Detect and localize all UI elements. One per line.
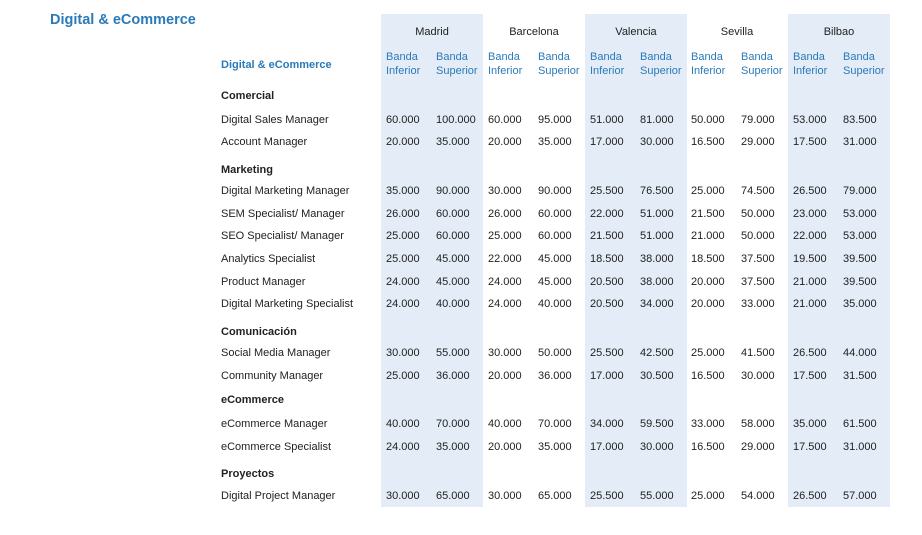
table-cell: 70.000 bbox=[538, 418, 572, 430]
table-cell: 16.500 bbox=[691, 441, 725, 453]
table-cell: 39.500 bbox=[843, 276, 877, 288]
table-cell: 79.000 bbox=[843, 185, 877, 197]
table-cell: 24.000 bbox=[386, 298, 420, 310]
table-cell: 21.500 bbox=[691, 208, 725, 220]
table-cell: 51.000 bbox=[640, 208, 674, 220]
table-cell: 26.500 bbox=[793, 490, 827, 502]
table-cell: 74.500 bbox=[741, 185, 775, 197]
table-cell: 30.000 bbox=[488, 347, 522, 359]
section-heading: Marketing bbox=[221, 164, 273, 176]
table-cell: 60.000 bbox=[386, 114, 420, 126]
table-cell: 17.000 bbox=[590, 370, 624, 382]
row-label: SEO Specialist/ Manager bbox=[221, 230, 344, 242]
table-cell: 53.000 bbox=[843, 208, 877, 220]
table-cell: 24.000 bbox=[488, 298, 522, 310]
table-cell: 17.500 bbox=[793, 136, 827, 148]
row-label: Social Media Manager bbox=[221, 347, 331, 359]
city-header: Bilbao bbox=[823, 26, 855, 38]
table-cell: 50.000 bbox=[741, 208, 775, 220]
section-heading: eCommerce bbox=[221, 394, 284, 406]
table-cell: 20.000 bbox=[488, 441, 522, 453]
table-cell: 22.000 bbox=[488, 253, 522, 265]
table-cell: 60.000 bbox=[538, 208, 572, 220]
table-cell: 53.000 bbox=[843, 230, 877, 242]
row-label: SEM Specialist/ Manager bbox=[221, 208, 345, 220]
table-cell: 30.000 bbox=[386, 347, 420, 359]
table-cell: 20.000 bbox=[488, 136, 522, 148]
table-cell: 50.000 bbox=[741, 230, 775, 242]
table-cell: 24.000 bbox=[488, 276, 522, 288]
table-cell: 25.000 bbox=[691, 185, 725, 197]
row-label: Account Manager bbox=[221, 136, 308, 148]
table-cell: 60.000 bbox=[488, 114, 522, 126]
table-cell: 18.500 bbox=[691, 253, 725, 265]
table-cell: 21.000 bbox=[691, 230, 725, 242]
table-cell: 31.000 bbox=[843, 441, 877, 453]
table-cell: 55.000 bbox=[640, 490, 674, 502]
table-cell: 30.000 bbox=[640, 136, 674, 148]
table-cell: 20.000 bbox=[691, 298, 725, 310]
table-cell: 16.500 bbox=[691, 370, 725, 382]
band-inferior-header: Banda Inferior bbox=[793, 51, 828, 77]
band-superior-header: Banda Superior bbox=[436, 51, 478, 77]
table-cell: 65.000 bbox=[538, 490, 572, 502]
table-cell: 36.000 bbox=[436, 370, 470, 382]
table-cell: 30.000 bbox=[488, 490, 522, 502]
table-cell: 25.000 bbox=[691, 347, 725, 359]
band-superior-header: Banda Superior bbox=[640, 51, 682, 77]
row-label: Product Manager bbox=[221, 276, 306, 288]
table-cell: 45.000 bbox=[436, 253, 470, 265]
table-cell: 34.000 bbox=[640, 298, 674, 310]
table-cell: 35.000 bbox=[538, 441, 572, 453]
city-header: Madrid bbox=[415, 26, 449, 38]
table-cell: 60.000 bbox=[538, 230, 572, 242]
page-title: Digital & eCommerce bbox=[50, 12, 196, 28]
band-inferior-header: Banda Inferior bbox=[386, 51, 421, 77]
table-cell: 42.500 bbox=[640, 347, 674, 359]
table-cell: 35.000 bbox=[436, 441, 470, 453]
table-cell: 26.000 bbox=[488, 208, 522, 220]
table-cell: 35.000 bbox=[538, 136, 572, 148]
table-cell: 25.500 bbox=[590, 490, 624, 502]
table-cell: 51.000 bbox=[590, 114, 624, 126]
table-cell: 35.000 bbox=[386, 185, 420, 197]
table-cell: 51.000 bbox=[640, 230, 674, 242]
table-cell: 25.000 bbox=[386, 370, 420, 382]
table-cell: 35.000 bbox=[436, 136, 470, 148]
row-label: Digital Marketing Manager bbox=[221, 185, 350, 197]
table-cell: 31.500 bbox=[843, 370, 877, 382]
table-cell: 17.000 bbox=[590, 136, 624, 148]
table-cell: 76.500 bbox=[640, 185, 674, 197]
city-header: Barcelona bbox=[509, 26, 559, 38]
table-cell: 83.500 bbox=[843, 114, 877, 126]
table-cell: 90.000 bbox=[538, 185, 572, 197]
table-cell: 60.000 bbox=[436, 208, 470, 220]
table-cell: 29.000 bbox=[741, 441, 775, 453]
table-cell: 55.000 bbox=[436, 347, 470, 359]
band-inferior-header: Banda Inferior bbox=[590, 51, 625, 77]
table-cell: 53.000 bbox=[793, 114, 827, 126]
table-cell: 100.000 bbox=[436, 114, 476, 126]
table-cell: 25.000 bbox=[386, 253, 420, 265]
table-cell: 22.000 bbox=[793, 230, 827, 242]
row-label: eCommerce Specialist bbox=[221, 441, 332, 453]
table-cell: 58.000 bbox=[741, 418, 775, 430]
table-cell: 20.500 bbox=[590, 276, 624, 288]
table-cell: 22.000 bbox=[590, 208, 624, 220]
section-heading: Comercial bbox=[221, 90, 275, 102]
table-cell: 25.000 bbox=[691, 490, 725, 502]
table-cell: 40.000 bbox=[488, 418, 522, 430]
band-inferior-header: Banda Inferior bbox=[488, 51, 523, 77]
table-cell: 33.000 bbox=[741, 298, 775, 310]
table-cell: 25.000 bbox=[386, 230, 420, 242]
table-cell: 20.000 bbox=[488, 370, 522, 382]
table-cell: 70.000 bbox=[436, 418, 470, 430]
table-cell: 45.000 bbox=[436, 276, 470, 288]
table-cell: 35.000 bbox=[843, 298, 877, 310]
table-cell: 20.000 bbox=[386, 136, 420, 148]
table-cell: 25.500 bbox=[590, 185, 624, 197]
table-cell: 40.000 bbox=[386, 418, 420, 430]
table-cell: 20.000 bbox=[691, 276, 725, 288]
table-cell: 95.000 bbox=[538, 114, 572, 126]
table-cell: 16.500 bbox=[691, 136, 725, 148]
table-cell: 17.500 bbox=[793, 370, 827, 382]
table-cell: 21.000 bbox=[793, 276, 827, 288]
table-cell: 38.000 bbox=[640, 276, 674, 288]
table-cell: 25.500 bbox=[590, 347, 624, 359]
table-cell: 37.500 bbox=[741, 253, 775, 265]
table-cell: 40.000 bbox=[538, 298, 572, 310]
table-header-label: Digital & eCommerce bbox=[221, 59, 332, 71]
table-cell: 24.000 bbox=[386, 276, 420, 288]
table-cell: 38.000 bbox=[640, 253, 674, 265]
table-cell: 26.000 bbox=[386, 208, 420, 220]
table-cell: 39.500 bbox=[843, 253, 877, 265]
table-cell: 25.000 bbox=[488, 230, 522, 242]
table-cell: 30.000 bbox=[488, 185, 522, 197]
table-cell: 35.000 bbox=[793, 418, 827, 430]
row-label: eCommerce Manager bbox=[221, 418, 328, 430]
table-cell: 17.500 bbox=[793, 441, 827, 453]
table-cell: 45.000 bbox=[538, 276, 572, 288]
table-cell: 26.500 bbox=[793, 185, 827, 197]
table-cell: 59.500 bbox=[640, 418, 674, 430]
row-label: Digital Marketing Specialist bbox=[221, 298, 354, 310]
table-cell: 61.500 bbox=[843, 418, 877, 430]
table-cell: 21.500 bbox=[590, 230, 624, 242]
table-cell: 37.500 bbox=[741, 276, 775, 288]
table-cell: 33.000 bbox=[691, 418, 725, 430]
table-cell: 44.000 bbox=[843, 347, 877, 359]
row-label: Digital Sales Manager bbox=[221, 114, 329, 126]
band-inferior-header: Banda Inferior bbox=[691, 51, 726, 77]
table-cell: 79.000 bbox=[741, 114, 775, 126]
table-cell: 41.500 bbox=[741, 347, 775, 359]
table-cell: 60.000 bbox=[436, 230, 470, 242]
table-cell: 30.000 bbox=[386, 490, 420, 502]
city-header: Sevilla bbox=[720, 26, 754, 38]
table-cell: 29.000 bbox=[741, 136, 775, 148]
table-cell: 20.500 bbox=[590, 298, 624, 310]
row-label: Community Manager bbox=[221, 370, 324, 382]
section-heading: Comunicación bbox=[221, 326, 297, 338]
table-cell: 40.000 bbox=[436, 298, 470, 310]
band-superior-header: Banda Superior bbox=[538, 51, 580, 77]
table-cell: 31.000 bbox=[843, 136, 877, 148]
table-cell: 23.000 bbox=[793, 208, 827, 220]
table-cell: 90.000 bbox=[436, 185, 470, 197]
band-superior-header: Banda Superior bbox=[741, 51, 783, 77]
table-cell: 30.000 bbox=[741, 370, 775, 382]
table-cell: 34.000 bbox=[590, 418, 624, 430]
table-cell: 30.000 bbox=[640, 441, 674, 453]
row-label: Analytics Specialist bbox=[221, 253, 316, 265]
section-heading: Proyectos bbox=[221, 468, 275, 480]
city-header: Valencia bbox=[615, 26, 657, 38]
table-cell: 26.500 bbox=[793, 347, 827, 359]
table-cell: 18.500 bbox=[590, 253, 624, 265]
table-cell: 50.000 bbox=[691, 114, 725, 126]
table-cell: 81.000 bbox=[640, 114, 674, 126]
table-cell: 17.000 bbox=[590, 441, 624, 453]
table-cell: 24.000 bbox=[386, 441, 420, 453]
table-cell: 45.000 bbox=[538, 253, 572, 265]
table-cell: 21.000 bbox=[793, 298, 827, 310]
table-cell: 30.500 bbox=[640, 370, 674, 382]
row-label: Digital Project Manager bbox=[221, 490, 336, 502]
table-cell: 19.500 bbox=[793, 253, 827, 265]
table-cell: 54.000 bbox=[741, 490, 775, 502]
table-cell: 57.000 bbox=[843, 490, 877, 502]
table-cell: 65.000 bbox=[436, 490, 470, 502]
band-superior-header: Banda Superior bbox=[843, 51, 885, 77]
table-cell: 50.000 bbox=[538, 347, 572, 359]
table-cell: 36.000 bbox=[538, 370, 572, 382]
